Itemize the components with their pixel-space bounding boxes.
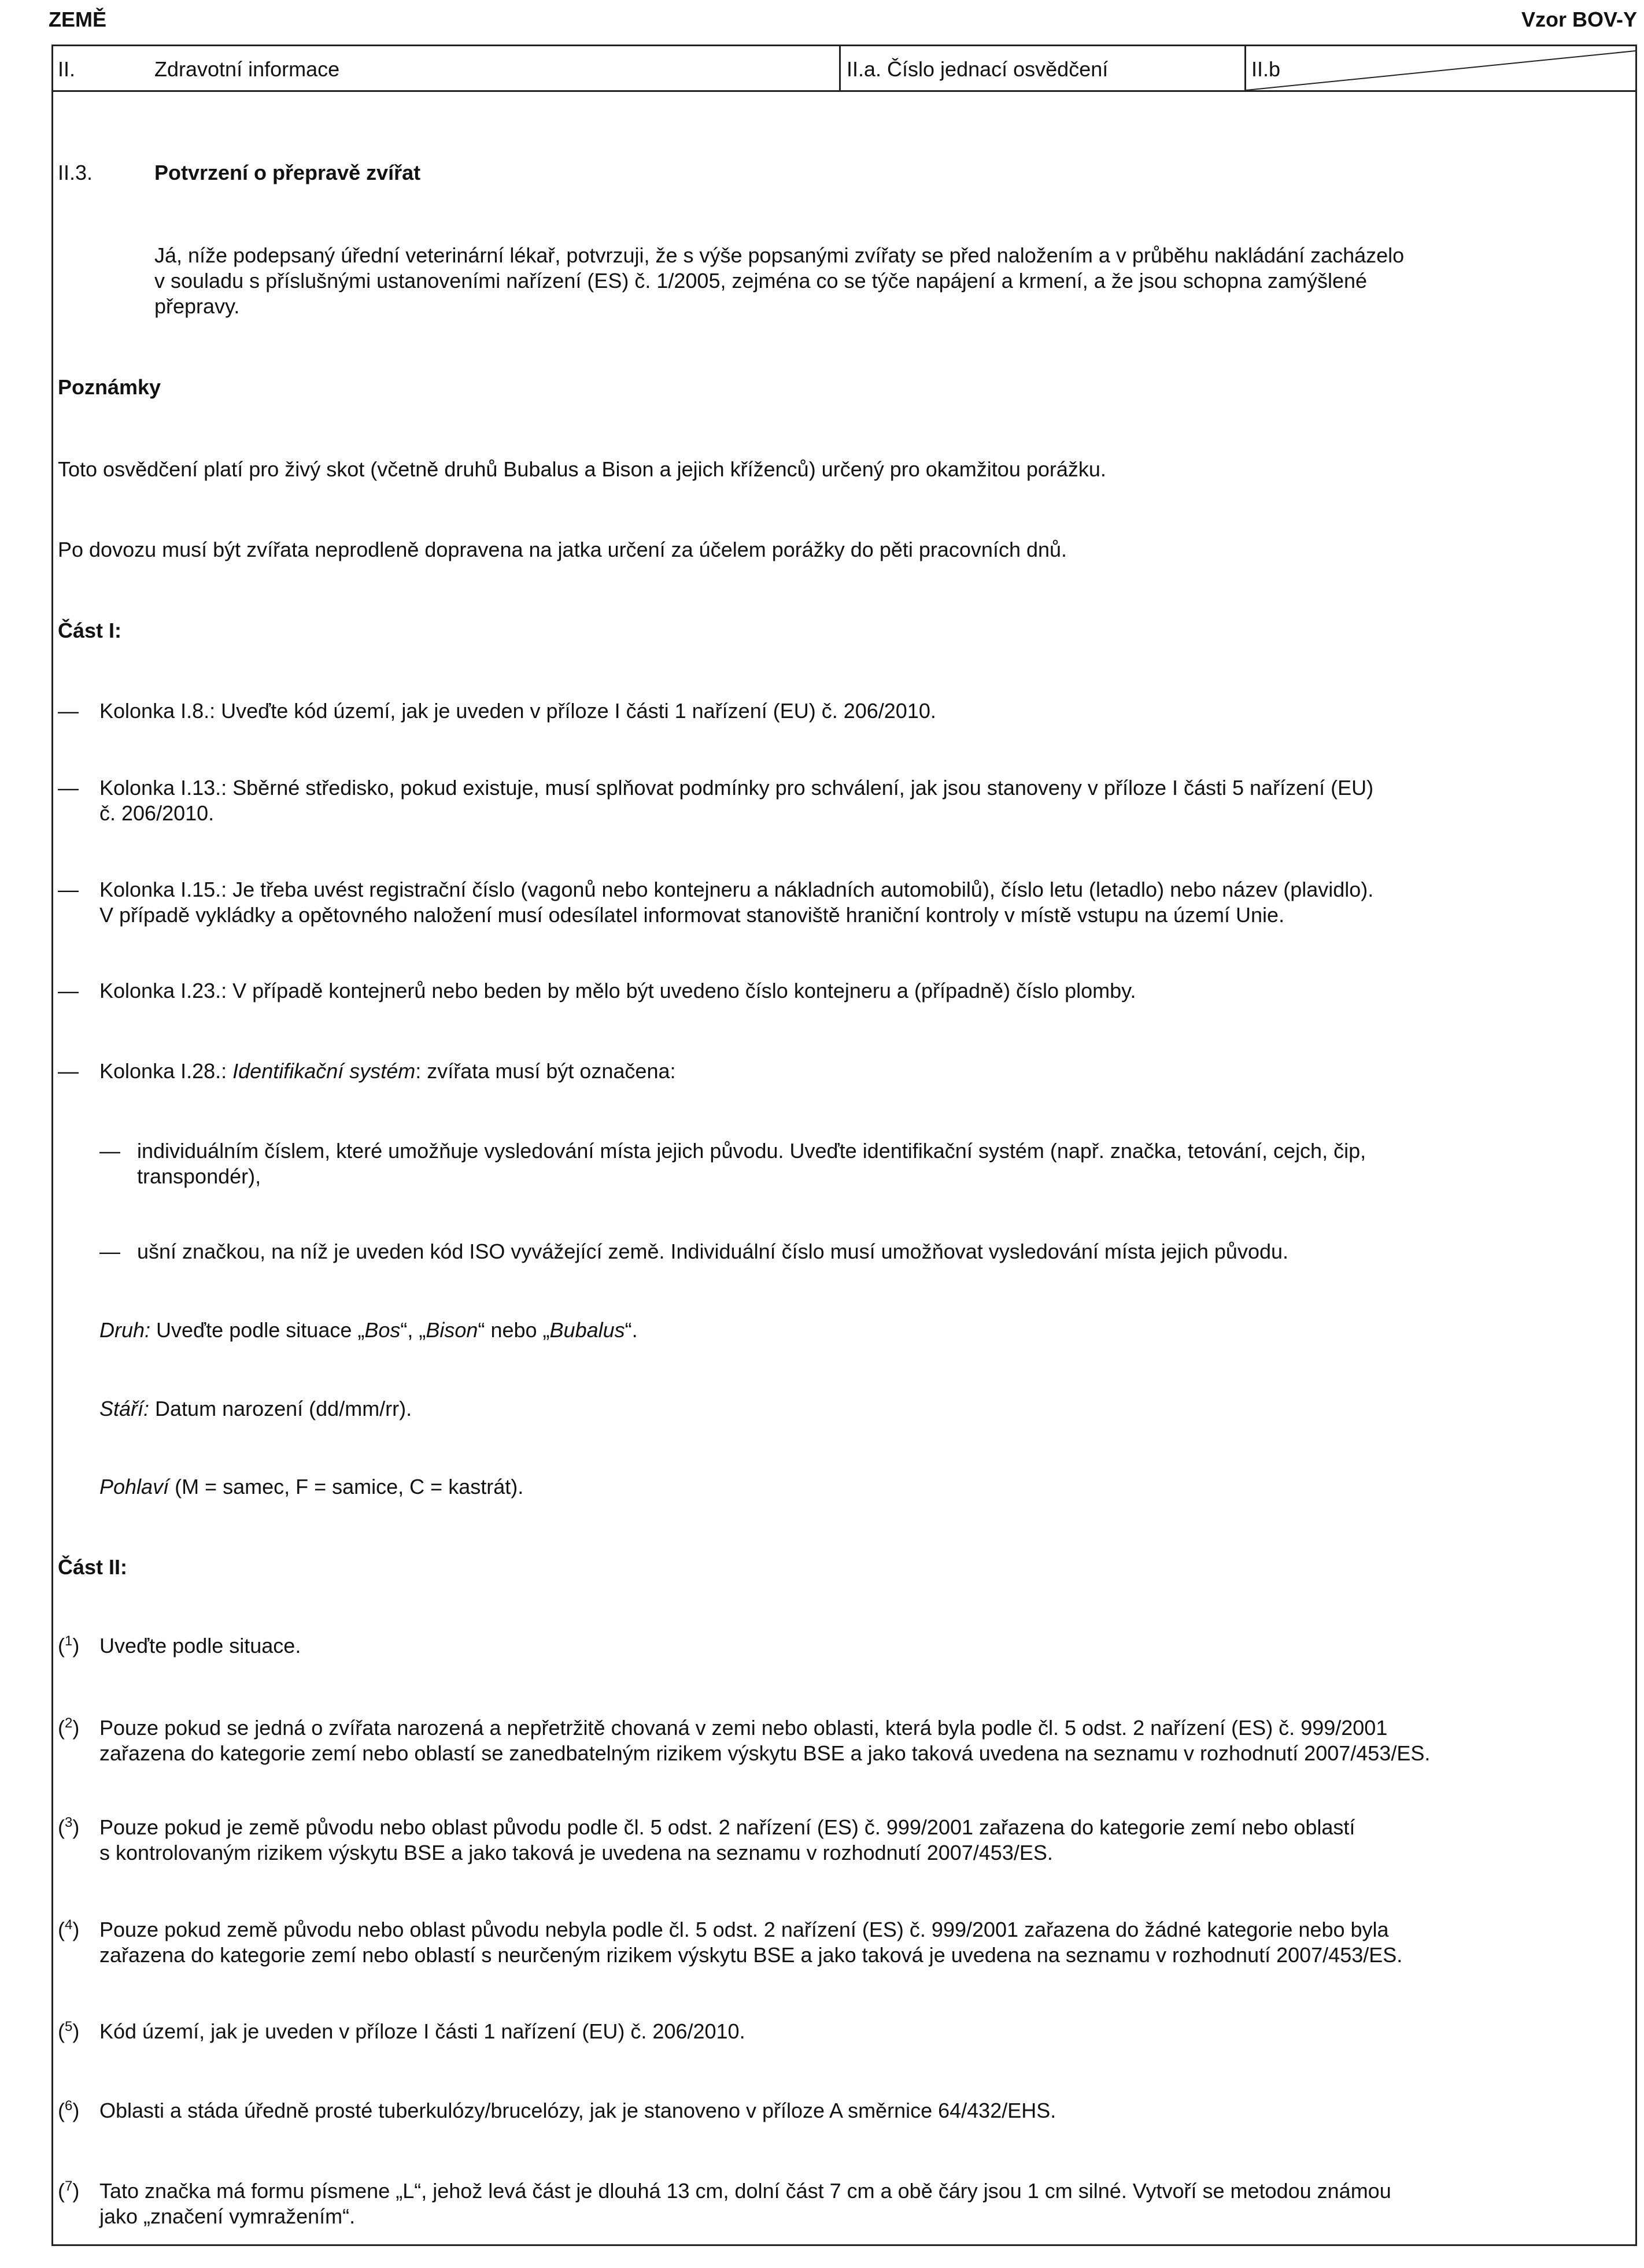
certificate-frame bbox=[51, 45, 1637, 2246]
dash: — bbox=[99, 1139, 120, 1163]
footnote-marker: ($^4$) bbox=[58, 1917, 80, 1941]
footnote-4-line-2: zařazena do kategorie zemí nebo oblastí s neurčeným rizikem výskytu BSE a jako taková je uvedena na seznamu v rozhodnutí 2007/453/ES. bbox=[99, 1943, 1403, 1967]
note-i28-suffix: : zvířata musí být označena: bbox=[415, 1059, 676, 1083]
part1-heading: Část I: bbox=[58, 619, 122, 642]
country-header: ZEMĚ bbox=[49, 8, 107, 31]
dash: — bbox=[58, 699, 79, 723]
footnote-7-line-2: jako „značení vymražením“. bbox=[99, 2204, 356, 2228]
footnote-marker: ($^3$) bbox=[58, 1815, 80, 1839]
footnote-marker: ($^2$) bbox=[58, 1715, 80, 1740]
dash: — bbox=[99, 1240, 120, 1263]
reference-number-label: II.a. Číslo jednací osvědčení bbox=[847, 57, 1109, 81]
footnote-2-line-2: zařazena do kategorie zemí nebo oblastí se zanedbatelným rizikem výskytu BSE a jako taková uvedena na seznamu v rozhodnutí 2007/453/ES. bbox=[99, 1741, 1431, 1765]
note-i8: Kolonka I.8.: Uveďte kód území, jak je uveden v příloze I části 1 nařízení (EU) č. 206/2010. bbox=[99, 699, 936, 723]
footnote-number: 6 bbox=[65, 2098, 73, 2114]
footnote-6: Oblasti a stáda úředně prosté tuberkulózy/brucelózy, jak je stanoveno v příloze A směrnice 64/432/EHS. bbox=[99, 2099, 1056, 2122]
note-i28-italic: Identifikační systém bbox=[232, 1059, 416, 1083]
druh-text: Uveďte podle situace „ bbox=[150, 1318, 365, 1342]
ii3-line-3: přepravy. bbox=[154, 294, 240, 318]
pohlavi-text: (M = samec, F = samice, C = kastrát). bbox=[169, 1475, 524, 1499]
footnote-1: Uveďte podle situace. bbox=[99, 1634, 301, 1657]
note-i28 bbox=[99, 1059, 676, 1084]
footnote-marker: ($^5$) bbox=[58, 2019, 80, 2043]
druh-text: “ nebo „ bbox=[478, 1318, 550, 1342]
druh-text: “. bbox=[625, 1318, 638, 1342]
section-title: Zdravotní informace bbox=[154, 57, 340, 81]
ii3-line-1: Já, níže podepsaný úřední veterinární lékař, potvrzuji, že s výše popsanými zvířaty se před naložením a v průběhu nakládání zacházelo bbox=[154, 243, 1405, 267]
note-i28-prefix: Kolonka I.28.: bbox=[99, 1059, 233, 1083]
footnote-number: 5 bbox=[65, 2019, 73, 2034]
dash: — bbox=[58, 1059, 79, 1083]
footnote-5: Kód území, jak je uveden v příloze I části 1 nařízení (EU) č. 206/2010. bbox=[99, 2019, 745, 2043]
druh-bubalus: Bubalus bbox=[549, 1318, 625, 1342]
footnote-4-line-1: Pouze pokud země původu nebo oblast původu nebyla podle čl. 5 odst. 2 nařízení (ES) č. 999/2001 zařazena do žádné kategorie nebo byla bbox=[99, 1918, 1389, 1941]
diagonal-line bbox=[53, 46, 1635, 90]
dash: — bbox=[58, 776, 79, 800]
druh-text: “, „ bbox=[400, 1318, 426, 1342]
ii3-number: II.3. bbox=[58, 161, 93, 184]
druh-bison: Bison bbox=[426, 1318, 478, 1342]
footnote-3-line-1: Pouze pokud je země původu nebo oblast původu podle čl. 5 odst. 2 nařízení (ES) č. 999/2001 zařazena do kategorie zemí nebo oblastí bbox=[99, 1815, 1355, 1839]
footnote-marker: ($^7$) bbox=[58, 2178, 80, 2203]
footnote-2-line-1: Pouze pokud se jedná o zvířata narozená a nepřetržitě chovaná v zemi nebo oblasti, která byla podle čl. 5 odst. 2 nařízení (ES) č. 999/2001 bbox=[99, 1716, 1388, 1740]
ii-b-label: II.b bbox=[1251, 57, 1281, 81]
ii3-line-2: v souladu s příslušnými ustanoveními nařízení (ES) č. 1/2005, zejména co se týče napájení a krmení, a že jsou schopna zamýšlené bbox=[154, 269, 1368, 293]
note-i23: Kolonka I.23.: V případě kontejnerů nebo beden by mělo být uvedeno číslo kontejneru a (případně) číslo plomby. bbox=[99, 979, 1136, 1002]
sub-item-1-line-2: transpondér), bbox=[137, 1164, 261, 1188]
section-number: II. bbox=[58, 57, 76, 81]
footnote-marker: ($^6$) bbox=[58, 2098, 80, 2122]
top-row bbox=[53, 46, 1635, 92]
stari-line bbox=[99, 1396, 412, 1422]
dash: — bbox=[58, 979, 79, 1002]
footnote-number: 1 bbox=[65, 1633, 73, 1649]
druh-label: Druh: bbox=[99, 1318, 151, 1342]
note-i15-line-1: Kolonka I.15.: Je třeba uvést registrační číslo (vagonů nebo kontejneru a nákladních automobilů), číslo letu (letadlo) nebo název (plavidlo). bbox=[99, 878, 1374, 901]
sub-item-2: ušní značkou, na níž je uveden kód ISO vyvážející země. Individuální číslo musí umožňovat vysledování místa jejich původu. bbox=[137, 1240, 1289, 1263]
dash: — bbox=[58, 878, 79, 901]
druh-line bbox=[99, 1318, 638, 1343]
notes-paragraph: Po dovozu musí být zvířata neprodleně dopravena na jatka určení za účelem porážky do pěti pracovních dnů. bbox=[58, 538, 1067, 561]
stari-label: Stáří: bbox=[99, 1397, 150, 1420]
footnote-number: 7 bbox=[65, 2178, 73, 2194]
model-header: Vzor BOV-Y bbox=[1521, 8, 1637, 31]
notes-heading: Poznámky bbox=[58, 375, 161, 399]
footnote-number: 2 bbox=[65, 1715, 73, 1731]
footnote-marker: ($^1$) bbox=[58, 1633, 80, 1657]
stari-text: Datum narození (dd/mm/rr). bbox=[149, 1397, 412, 1420]
footnote-3-line-2: s kontrolovaným rizikem výskytu BSE a jako taková je uvedena na seznamu v rozhodnutí 2007/453/ES. bbox=[99, 1841, 1053, 1864]
ii3-title: Potvrzení o přepravě zvířat bbox=[154, 161, 421, 184]
pohlavi-line bbox=[99, 1474, 523, 1500]
note-i13-line-2: č. 206/2010. bbox=[99, 801, 215, 825]
note-i15-line-2: V případě vykládky a opětovného naložení musí odesílatel informovat stanoviště hraniční kontroly v místě vstupu na území Unie. bbox=[99, 903, 1285, 927]
footnote-number: 4 bbox=[65, 1917, 73, 1933]
sub-item-1-line-1: individuálním číslem, které umožňuje vysledování místa jejich původu. Uveďte identifikační systém (např. značka, tetování, cejch, čip, bbox=[137, 1139, 1366, 1163]
footnote-7-line-1: Tato značka má formu písmene „L“, jehož levá část je dlouhá 13 cm, dolní část 7 cm a obě čáry jsou 1 cm silné. Vytvoří se metodou známou bbox=[99, 2179, 1391, 2203]
footnote-number: 3 bbox=[65, 1815, 73, 1830]
pohlavi-label: Pohlaví bbox=[99, 1475, 169, 1499]
note-i13-line-1: Kolonka I.13.: Sběrné středisko, pokud existuje, musí splňovat podmínky pro schválení, jak jsou stanoveny v příloze I části 5 nařízení (EU) bbox=[99, 776, 1374, 800]
part2-heading: Část II: bbox=[58, 1555, 128, 1579]
druh-bos: Bos bbox=[364, 1318, 401, 1342]
notes-paragraph: Toto osvědčení platí pro živý skot (včetně druhů Bubalus a Bison a jejich kříženců) určený pro okamžitou porážku. bbox=[58, 457, 1106, 481]
